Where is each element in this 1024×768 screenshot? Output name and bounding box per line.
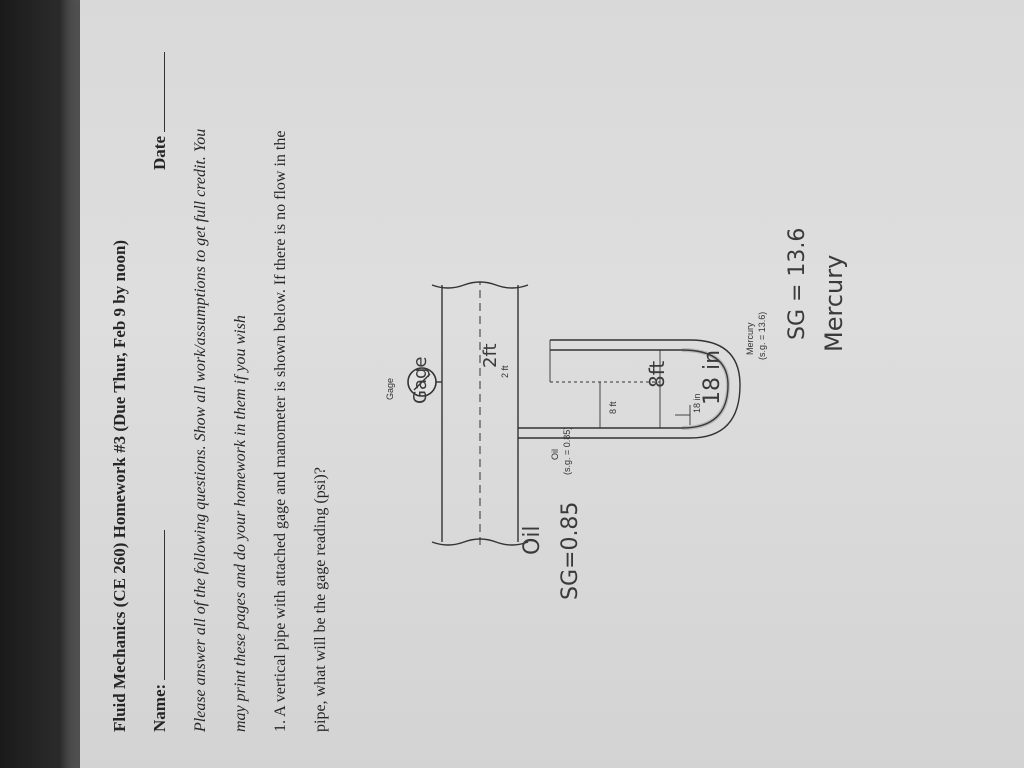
document-content [80,0,1020,760]
dim-2ft-label: 2 ft [500,365,510,378]
handwritten-mercury: Mercury [820,254,848,352]
handwritten-oil-sg: SG=0.85 [558,501,583,600]
handwritten-mercury-sg: SG = 13.6 [785,227,810,340]
handwritten-18in: 18 in [700,349,725,405]
question-line-1: 1. A vertical pipe with attached gage and manometer is shown below. If there is no flow in the [272,130,289,732]
handwritten-8ft: 8ft [645,360,669,388]
manometer-diagram [80,0,1020,760]
gage-printed-label: Gage [385,377,395,400]
dim-8ft-label: 8 ft [608,401,618,414]
instructions-line-2: may print these pages and do your homework in them if you wish [232,315,249,732]
handwritten-gage: Gage [410,356,431,404]
name-label: Name: [150,683,169,732]
question-line-2: pipe, what will be the gage reading (psi)? [312,467,329,732]
handwritten-2ft: 2ft [480,343,501,368]
homework-title: Fluid Mechanics (CE 260) Homework #3 (Due Thur, Feb 9 by noon) [110,239,129,732]
dim-18in-label: 18 in [692,393,702,413]
mercury-printed-label: Mercury [745,322,755,355]
oil-sg-printed-label: (s.g. = 0.85) [562,426,572,475]
instructions-line-1: Please answer all of the following questions. Show all work/assumptions to get full credit. You [192,128,209,732]
oil-printed-label: Oil [550,449,560,460]
date-label: Date [150,136,169,170]
mercury-sg-printed-label: (s.g. = 13.6) [757,311,767,360]
handwritten-oil: Oil [520,525,545,555]
